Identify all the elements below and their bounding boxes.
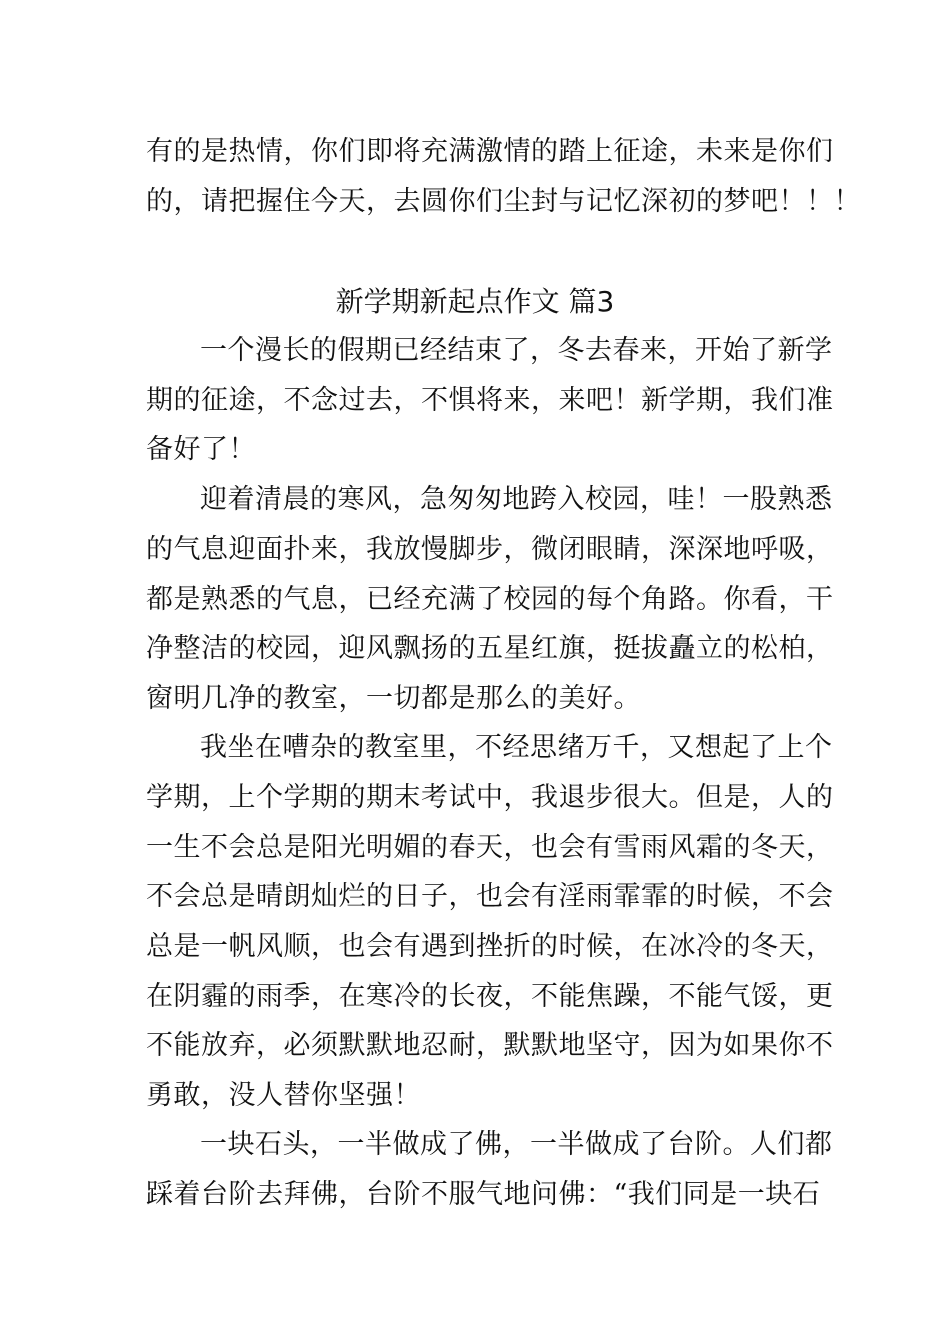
paragraph-line: 总是一帆风顺，也会有遇到挫折的时候，在冰冷的冬天， bbox=[146, 931, 834, 962]
paragraph-line: 我坐在嘈杂的教室里，不经思绪万千，又想起了上个 bbox=[200, 732, 833, 763]
paragraph-line: 一生不会总是阳光明媚的春天，也会有雪雨风霜的冬天， bbox=[146, 832, 834, 863]
intro-line: 的，请把握住今天，去圆你们尘封与记忆深初的梦吧！！！ bbox=[146, 186, 861, 217]
paragraph-line: 不会总是晴朗灿烂的日子，也会有淫雨霏霏的时候，不会 bbox=[146, 881, 834, 912]
paragraph-line: 净整洁的校园，迎风飘扬的五星红旗，挺拔矗立的松柏， bbox=[146, 633, 834, 664]
paragraph-line: 在阴霾的雨季，在寒冷的长夜，不能焦躁，不能气馁，更 bbox=[146, 981, 834, 1012]
paragraph-line: 学期，上个学期的期末考试中，我退步很大。但是，人的 bbox=[146, 782, 834, 813]
paragraph-line: 都是熟悉的气息，已经充满了校园的每个角路。你看，干 bbox=[146, 584, 834, 615]
paragraph-line: 窗明几净的教室，一切都是那么的美好。 bbox=[146, 683, 641, 714]
paragraph-line: 踩着台阶去拜佛，台阶不服气地问佛：“我们同是一块石 bbox=[146, 1179, 821, 1210]
paragraph-line: 迎着清晨的寒风，急匆匆地跨入校园，哇！一股熟悉 bbox=[200, 484, 833, 515]
paragraph-line: 备好了！ bbox=[146, 434, 256, 465]
paragraph-line: 的气息迎面扑来，我放慢脚步，微闭眼睛，深深地呼吸， bbox=[146, 534, 834, 565]
section-heading: 新学期新起点作文 篇3 bbox=[335, 285, 615, 318]
paragraph-line: 不能放弃，必须默默地忍耐，默默地坚守，因为如果你不 bbox=[146, 1030, 834, 1061]
paragraph-line: 期的征途，不念过去，不惧将来，来吧！新学期，我们准 bbox=[146, 385, 834, 416]
paragraph-line: 一块石头，一半做成了佛，一半做成了台阶。人们都 bbox=[200, 1129, 833, 1160]
paragraph-line: 勇敢，没人替你坚强！ bbox=[146, 1080, 421, 1111]
intro-line: 有的是热情，你们即将充满激情的踏上征途，未来是你们 bbox=[146, 136, 834, 167]
paragraph-line: 一个漫长的假期已经结束了，冬去春来，开始了新学 bbox=[200, 335, 833, 366]
